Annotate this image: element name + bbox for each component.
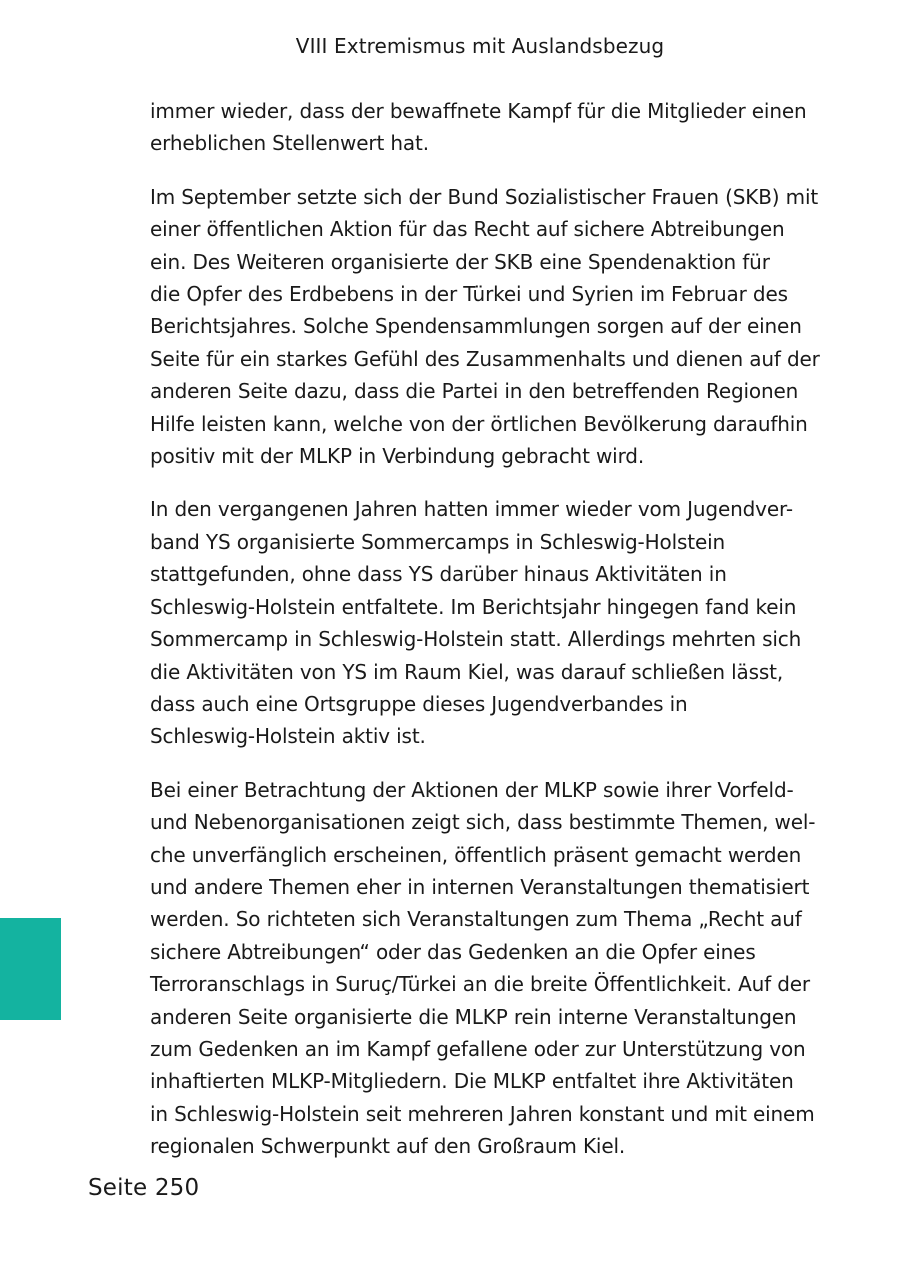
text-line: Seite für ein starkes Gefühl des Zusammenhalts und dienen auf der (150, 346, 820, 371)
text-line: Im September setzte sich der Bund Sozialistischer Frauen (SKB) mit (150, 184, 819, 209)
paragraph (150, 493, 810, 752)
paragraph (150, 181, 820, 473)
text-line: stattgefunden, ohne dass YS darüber hinaus Aktivitäten in (150, 562, 727, 587)
chapter-color-tab (0, 918, 61, 1020)
text-line: positiv mit der MLKP in Verbindung gebracht wird. (150, 444, 645, 469)
paragraph (150, 774, 816, 1163)
text-line: Berichtsjahres. Solche Spendensammlungen sorgen auf der einen (150, 314, 802, 339)
body-text (150, 95, 820, 1184)
text-line: Schleswig-Holstein aktiv ist. (150, 724, 426, 749)
text-line: und andere Themen eher in internen Veranstaltungen thematisiert (150, 874, 810, 899)
text-line: die Opfer des Erdbebens in der Türkei und Syrien im Februar des (150, 282, 788, 307)
running-header: VIII Extremismus mit Auslandsbezug (295, 34, 665, 58)
text-line: dass auch eine Ortsgruppe dieses Jugendverbandes in (150, 691, 688, 716)
text-line: einer öffentlichen Aktion für das Recht auf sichere Abtreibungen (150, 217, 785, 242)
text-line: anderen Seite dazu, dass die Partei in den betreffenden Regionen (150, 379, 799, 404)
text-line: Hilfe leisten kann, welche von der örtlichen Bevölkerung daraufhin (150, 411, 808, 436)
page-number: Seite 250 (88, 1175, 200, 1201)
text-line: ein. Des Weiteren organisierte der SKB eine Spendenaktion für (150, 249, 770, 274)
text-line: anderen Seite organisierte die MLKP rein interne Veranstaltungen (150, 1004, 797, 1029)
text-line: in Schleswig-Holstein seit mehreren Jahren konstant und mit einem (150, 1101, 815, 1126)
text-line: regionalen Schwerpunkt auf den Großraum Kiel. (150, 1134, 626, 1159)
paragraph (150, 95, 810, 160)
text-line: Bei einer Betrachtung der Aktionen der MLKP sowie ihrer Vorfeld- (150, 777, 794, 802)
text-line: und Nebenorganisationen zeigt sich, dass bestimmte Themen, wel- (150, 810, 816, 835)
text-line: zum Gedenken an im Kampf gefallene oder zur Unterstützung von (150, 1036, 806, 1061)
text-line: sichere Abtreibungen“ oder das Gedenken an die Opfer eines (150, 939, 756, 964)
text-line: werden. So richteten sich Veranstaltungen zum Thema „Recht auf (150, 907, 802, 932)
text-line: die Aktivitäten von YS im Raum Kiel, was darauf schließen lässt, (150, 659, 784, 684)
text-line: In den vergangenen Jahren hatten immer wieder vom Jugendver- (150, 497, 793, 522)
text-line: Terroranschlags in Suruç/Türkei an die breite Öffentlichkeit. Auf der (150, 972, 810, 997)
text-line: Schleswig-Holstein entfaltete. Im Berichtsjahr hingegen fand kein (150, 594, 797, 619)
text-line: band YS organisierte Sommercamps in Schleswig-Holstein (150, 529, 726, 554)
text-line: che unverfänglich erscheinen, öffentlich präsent gemacht werden (150, 842, 802, 867)
text-line: inhaftierten MLKP-Mitgliedern. Die MLKP entfaltet ihre Aktivitäten (150, 1069, 794, 1094)
text-line: Sommercamp in Schleswig-Holstein statt. Allerdings mehrten sich (150, 627, 802, 652)
text-line: erheblichen Stellenwert hat. (150, 131, 429, 156)
text-line: immer wieder, dass der bewaffnete Kampf für die Mitglieder einen (150, 99, 807, 123)
